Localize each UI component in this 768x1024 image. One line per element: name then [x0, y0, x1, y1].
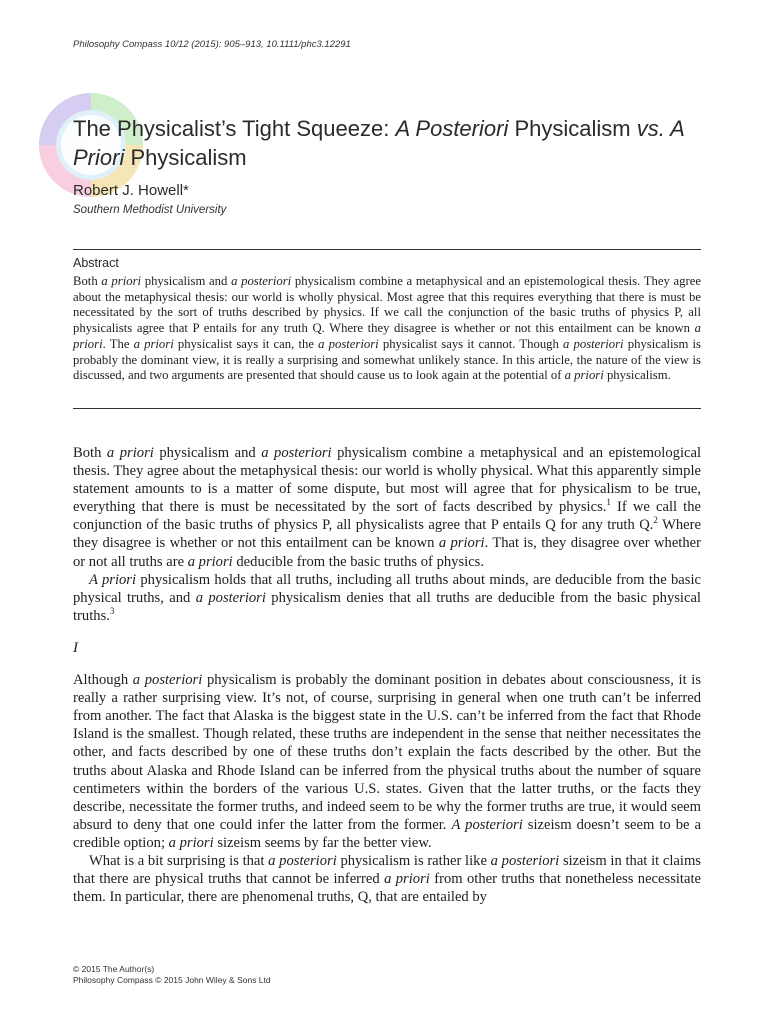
italic-term: a priori: [168, 834, 214, 851]
italic-term: a posteriori: [195, 589, 266, 606]
article-body: [73, 444, 701, 906]
body-paragraph-2: A priori physicalism holds that all truths, including all truths about minds, are deducible from the basic physical truths, and a posteriori physicalism denies that all truths are deducible from the basic physical truths.$^3$: [73, 571, 701, 624]
publisher-line: Philosophy Compass © 2015 John Wiley & Sons Ltd: [73, 975, 271, 985]
author-name: Robert J. Howell*: [73, 182, 189, 199]
abstract-heading: Abstract: [73, 256, 119, 270]
italic-term: a priori: [133, 336, 174, 351]
footnote-ref[interactable]: 3: [109, 605, 115, 616]
running-head: Philosophy Compass 10/12 (2015): 905–913, 10.1111/phc3.12291: [73, 39, 351, 50]
italic-term: a priori: [187, 553, 233, 570]
abstract-top-rule: [73, 249, 701, 250]
italic-term: A priori: [89, 571, 137, 588]
italic-term: a priori: [564, 368, 604, 383]
italic-term: a priori: [438, 535, 485, 552]
copyright-line: © 2015 The Author(s): [73, 964, 155, 974]
body-paragraph-4: What is a bit surprising is that a posteriori physicalism is rather like a posteriori sizeism in that it claims that there are physical truths that cannot be inferred a priori from other truths that nonetheless necessitate them. In particular, there are phenomenal truths, Q, that are entailed by: [73, 852, 701, 906]
italic-term: a priori: [384, 871, 430, 888]
italic-term: a priori: [73, 321, 701, 351]
italic-term: a posteriori: [268, 852, 337, 869]
footnote-ref[interactable]: 2: [653, 515, 658, 526]
italic-term: a posteriori: [318, 336, 379, 351]
italic-term: A posteriori: [451, 816, 523, 833]
italic-term: a priori: [101, 274, 142, 288]
abstract-text: Both a priori physicalism and a posteriori physicalism combine a metaphysical and an epistemological thesis. They agree about the metaphysical thesis: our world is wholly physical. Most agree that this requires everything that there is must be necessitated by the sort of truths described by physics. If we call the conjunction of the basic truths of physics P, all physicalists agree that P entails for any truth Q. Where they disagree is whether or not this entailment can be known a priori. The a priori physicalist says it can, the a posteriori physicalist says it cannot. Though a posteriori physicalism is probably the dominant view, it is really a surprising and somewhat unlikely stance. In this article, the nature of the view is discussed, and two arguments are presented that should cause us to look again at the potential of a priori physicalism.: [73, 274, 701, 383]
italic-term: a posteriori: [231, 274, 292, 288]
section-heading: I: [73, 639, 78, 656]
italic-term: a posteriori: [563, 336, 624, 351]
italic-term: a posteriori: [261, 445, 332, 461]
body-paragraph-1: Both a priori physicalism and a posteriori physicalism combine a metaphysical and an epistemological thesis. They agree about the metaphysical thesis: our world is wholly physical. What this apparently simple statement amounts to is a matter of some dispute, but most will agree that for physicalism to be true, everything that there is must be necessitated by the sort of facts described by physics.$^1$ If we call the conjunction of the basic truths of physics P, all physicalists agree that P entails Q for any truth Q.$^2$ Where they disagree is whether or not this entailment can be known a priori. That is, they disagree over whether or not all truths are a priori deducible from the basic truths of physics.: [73, 445, 702, 570]
italic-term: a posteriori: [490, 852, 560, 869]
author-affiliation: Southern Methodist University: [73, 204, 227, 216]
body-paragraph-3: Although a posteriori physicalism is probably the dominant position in debates about consciousness, it is really a rather surprising view. It’s not, of course, surprising in general when one truth can’t be inferred from another. The fact that Alaska is the biggest state in the U.S. can’t be inferred from the fact that Rhode Island is the smallest. Though related, these truths are independent in the sense that neither necessitates the other, and facts described by one of these truths don’t explain the facts described by the other. But the truths about Alaska and Rhode Island can be inferred from the physical truths about the number of square centimeters within the borders of the various U.S. states. Given that the latter truths, or the facts they describe, necessitate the former truths, and indeed seem to be why the former truths are true, it would seem absurd to deny that one could infer the latter from the former. A posteriori sizeism doesn’t seem to be a credible option; a priori sizeism seems by far the better view.: [73, 672, 702, 851]
copyright-footer: [73, 964, 271, 986]
article-title: The Physicalist’s Tight Squeeze: A Posteriori Physicalism vs. A Priori Physicalism: [73, 116, 684, 170]
footnote-ref[interactable]: 1: [606, 497, 611, 508]
abstract-bottom-rule: [73, 408, 701, 409]
italic-term: a priori: [106, 445, 154, 461]
italic-term: a posteriori: [132, 672, 203, 689]
